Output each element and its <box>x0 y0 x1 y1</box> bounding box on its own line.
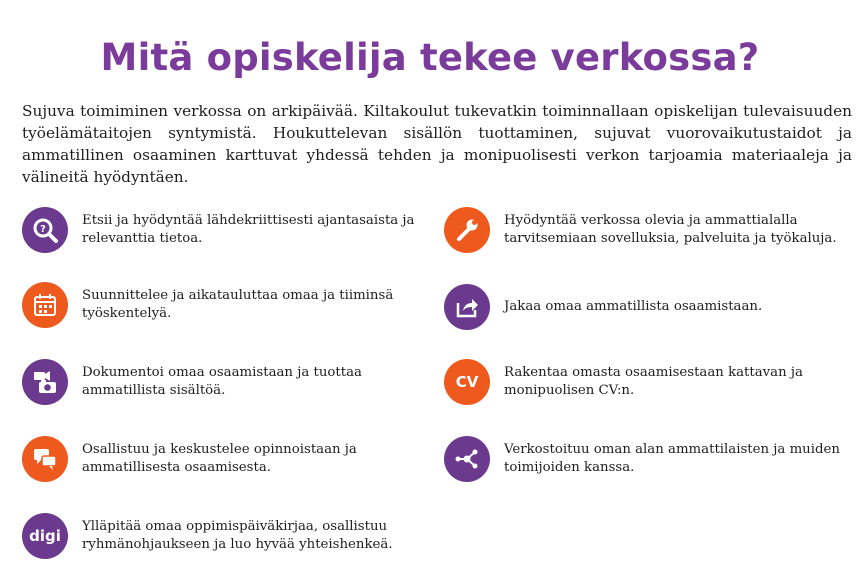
item-text: Osallistuu ja keskustelee opinnoistaan ja ammatillisesta osaamisesta. <box>82 442 357 475</box>
item-text: Etsii ja hyödyntää lähdekriittisesti ajantasaista ja relevanttia tietoa. <box>82 213 415 246</box>
digi-label: digi <box>29 527 61 545</box>
wrench-icon <box>444 207 490 253</box>
list-item <box>22 282 422 328</box>
list-item <box>444 436 844 482</box>
search-question-icon <box>22 207 68 253</box>
chat-icon <box>22 436 68 482</box>
list-item <box>22 436 422 482</box>
network-icon <box>444 436 490 482</box>
item-text: Dokumentoi omaa osaamistaan ja tuottaa ammatillista sisältöä. <box>82 365 362 398</box>
page-title: Mitä opiskelija tekee verkossa? <box>100 36 760 79</box>
list-item <box>444 207 844 253</box>
item-text: Jakaa omaa ammatillista osaamistaan. <box>504 299 763 314</box>
cv-label: CV <box>455 373 479 391</box>
item-text: Hyödyntää verkossa olevia ja ammattialalla tarvitsemiaan sovelluksia, palveluita ja työkaluja. <box>504 213 837 246</box>
item-text: Suunnittelee ja aikatauluttaa omaa ja tiiminsä työskentelyä. <box>82 288 394 321</box>
share-icon <box>444 284 490 330</box>
intro-paragraph: Sujuva toimiminen verkossa on arkipäivää. Kiltakoulut tukevatkin toiminnallaan opiskelijan tulevaisuuden työelämätaitojen syntymistä. Houkuttelevan sisällön tuottaminen, sujuvat vuorovaikutustaidot ja ammatillinen osaaminen karttuvat yhdessä tehden ja monipuolisesti verkon tarjoamia materiaaleja ja välineitä hyödyntäen. <box>22 102 852 186</box>
list-item <box>22 359 422 405</box>
list-item <box>444 284 844 330</box>
digi-icon <box>22 513 68 559</box>
list-item <box>22 513 422 559</box>
calendar-icon <box>22 282 68 328</box>
list-item <box>444 359 844 405</box>
cv-icon <box>444 359 490 405</box>
camera-video-icon <box>22 359 68 405</box>
item-text: Verkostoituu oman alan ammattilaisten ja muiden toimijoiden kanssa. <box>504 442 840 475</box>
item-text: Ylläpitää omaa oppimispäiväkirjaa, osallistuu ryhmänohjaukseen ja luo hyvää yhteishenkeä. <box>82 519 393 552</box>
list-item <box>22 207 422 253</box>
item-text: Rakentaa omasta osaamisestaan kattavan ja monipuolisen CV:n. <box>504 365 803 398</box>
svg-text:?: ? <box>40 224 46 235</box>
